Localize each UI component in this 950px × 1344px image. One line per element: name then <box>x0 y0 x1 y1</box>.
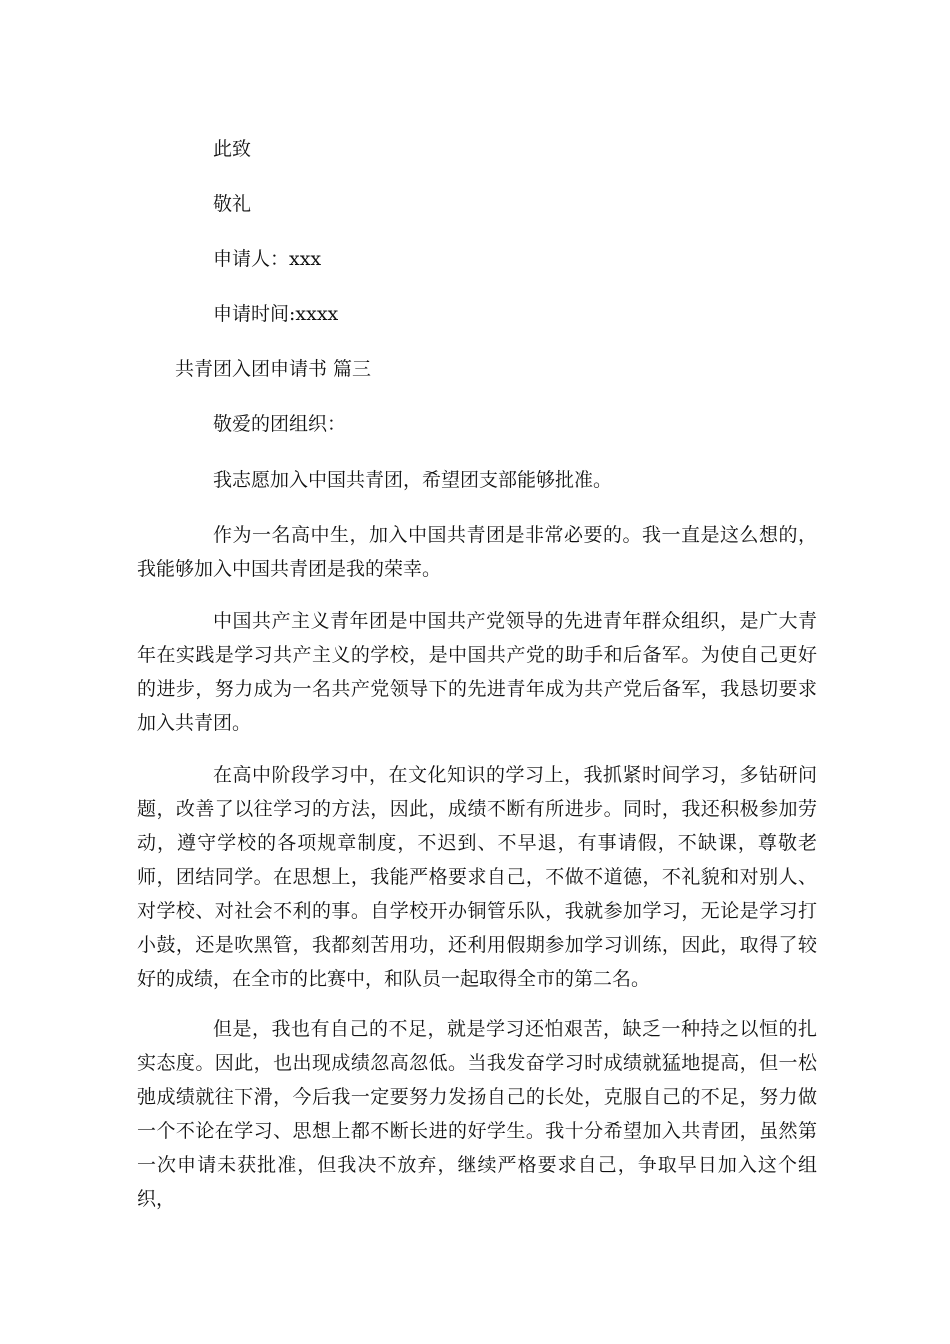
greeting-line: 敬爱的团组织： <box>213 413 347 435</box>
body-paragraph: 我志愿加入中国共青团，希望团支部能够批准。 <box>213 469 613 491</box>
application-date-line: 申请时间:xxxx <box>213 303 339 325</box>
closing-regards: 敬礼 <box>213 193 252 215</box>
body-paragraph: 中国共产主义青年团是中国共产党领导的先进青年群众组织，是广大青年在实践是学习共产主义的学校，是中国共产党的助手和后备军。为使自己更好的进步，努力成为一名共产党领导下的先进青年成为共产党后备军，我恳切要求加入共青团。 <box>137 610 817 734</box>
body-paragraph: 在高中阶段学习中，在文化知识的学习上，我抓紧时间学习，多钻研问题，改善了以往学习的方法，因此，成绩不断有所进步。同时，我还积极参加劳动，遵守学校的各项规章制度，不迟到、不早退，有事请假，不缺课，尊敬老师，团结同学。在思想上，我能严格要求自己，不做不道德，不礼貌和对别人、对学校、对社会不利的事。自学校开办铜管乐队，我就参加学习，无论是学习打小鼓，还是吹黑管，我都刻苦用功，还利用假期参加学习训练，因此，取得了较好的成绩，在全市的比赛中，和队员一起取得全市的第二名。 <box>137 764 817 990</box>
applicant-line: 申请人：xxx <box>213 248 322 270</box>
body-paragraph: 但是，我也有自己的不足，就是学习还怕艰苦，缺乏一种持之以恒的扎实态度。因此，也出现成绩忽高忽低。当我发奋学习时成绩就猛地提高，但一松弛成绩就往下滑，今后我一定要努力发扬自己的长处，克服自己的不足，努力做一个不论在学习、思想上都不断长进的好学生。我十分希望加入共青团，虽然第一次申请未获批准，但我决不放弃，继续严格要求自己，争取早日加入这个组织， <box>137 1018 817 1210</box>
closing-salutation: 此致 <box>213 138 252 160</box>
body-paragraph: 作为一名高中生，加入中国共青团是非常必要的。我一直是这么想的，我能够加入中国共青团是我的荣幸。 <box>137 524 817 580</box>
section-title: 共青团入团申请书 篇三 <box>175 358 372 380</box>
